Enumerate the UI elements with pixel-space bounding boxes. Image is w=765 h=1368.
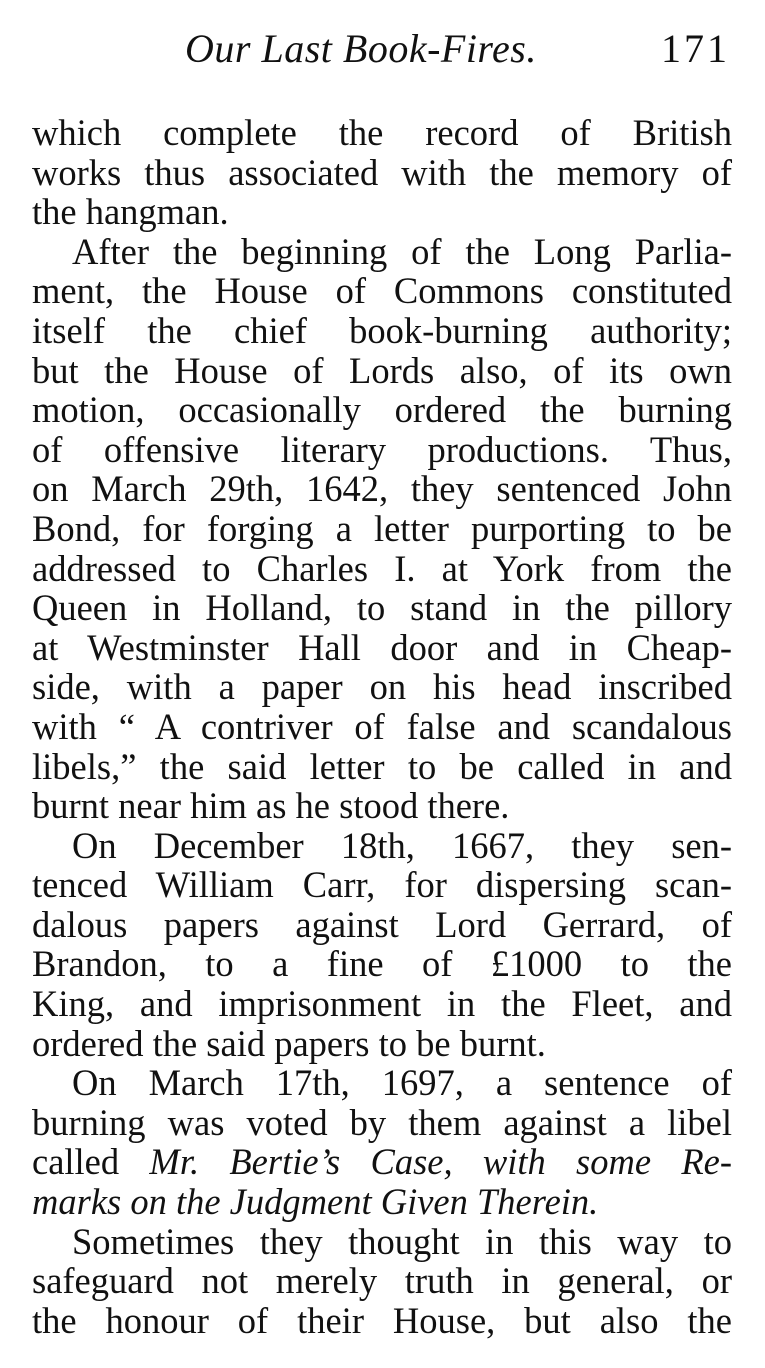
text-line: the honour of their House, but also the	[32, 1299, 732, 1341]
page-number: 171	[661, 26, 730, 71]
text-line: works thus associated with the memory of	[32, 151, 732, 193]
text-line: side, with a paper on his head inscribed	[32, 666, 732, 708]
text-line: which complete the record of British	[32, 112, 732, 153]
text-line: of offensive literary productions. Thus,	[32, 428, 732, 470]
text-line: on March 29th, 1642, they sentenced John	[32, 468, 732, 510]
text-line: itself the chief book-burning authority;	[32, 309, 732, 351]
text-line: Brandon, to a fine of £1000 to the	[32, 943, 732, 985]
italic-book-title: Mr. Bertie’s Case, with some Re-	[149, 1141, 732, 1183]
running-head	[0, 24, 730, 74]
paragraph-first-line: After the beginning of the Long Parlia-	[72, 230, 732, 272]
text-line: Bond, for forging a letter purporting to be	[32, 507, 732, 549]
text-line: King, and imprisonment in the Fleet, and	[32, 983, 732, 1025]
text-line: at Westminster Hall door and in Cheap-	[32, 626, 732, 668]
running-title: Our Last Book-Fires.	[185, 26, 537, 71]
text-line: dalous papers against Lord Gerrard, of	[32, 903, 732, 945]
body-text	[32, 113, 732, 1340]
text-line: ordered the said papers to be burnt.	[32, 1022, 546, 1064]
text-line-with-title	[32, 1142, 732, 1182]
text-line: tenced William Carr, for dispersing scan-	[32, 864, 732, 906]
italic-book-title-continued: marks on the Judgment Given Therein.	[32, 1181, 599, 1223]
text-line: ment, the House of Commons constituted	[32, 270, 732, 312]
text-line: safeguard not merely truth in general, or	[32, 1260, 732, 1302]
text-line: libels,” the said letter to be called in and	[32, 745, 732, 787]
paragraph-first-line: Sometimes they thought in this way to	[72, 1220, 732, 1262]
text-line: but the House of Lords also, of its own	[32, 349, 732, 391]
text-line: addressed to Charles I. at York from the	[32, 547, 732, 589]
text-line: with “ A contriver of false and scandalous	[32, 705, 732, 747]
paragraph-first-line: On December 18th, 1667, they sen-	[72, 824, 732, 866]
text-line: Queen in Holland, to stand in the pillory	[32, 587, 732, 629]
text-line: motion, occasionally ordered the burning	[32, 389, 732, 431]
paragraph-first-line: On March 17th, 1697, a sentence of	[72, 1062, 732, 1104]
text-fragment: called	[32, 1141, 120, 1183]
text-line: the hangman.	[32, 191, 229, 233]
text-line: burning was voted by them against a libel	[32, 1101, 732, 1143]
text-line: burnt near him as he stood there.	[32, 785, 510, 827]
